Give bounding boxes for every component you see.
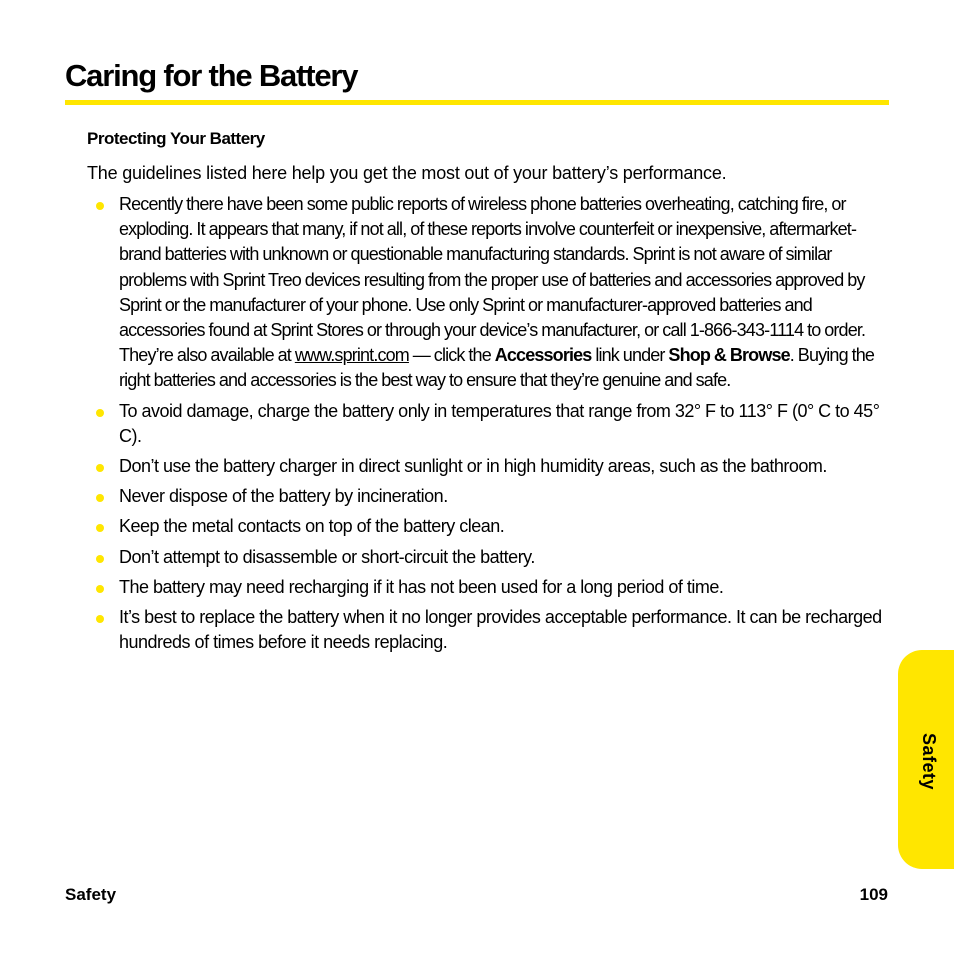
bullet-text: Don’t attempt to disassemble or short-circuit the battery. [119,546,535,567]
bullet-text: Never dispose of the battery by incineration. [119,486,448,507]
phone-number: 1-866-343-1114 [689,320,804,341]
bullet-dot-icon [96,524,104,532]
list-item [87,605,887,655]
bullet-text: To avoid damage, charge the battery only in temperatures that range from 32° F to 113° F (0° C to 45° C). [119,400,880,446]
list-item [87,454,887,479]
bullet-list [87,192,887,660]
footer-page-number: 109 [859,885,888,904]
list-item [87,484,887,509]
bullet-dot-icon [96,555,104,563]
bullet-text: link under [591,345,669,366]
list-item [87,399,887,449]
bullet-text: Don’t use the battery charger in direct sunlight or in high humidity areas, such as the bathroom. [119,456,827,477]
list-item [87,514,887,539]
bullet-dot-icon [96,585,104,593]
bullet-text: — click the [408,345,495,366]
side-tab-label: Safety [919,733,939,791]
bullet-dot-icon [96,494,104,502]
bullet-text: . Buying the right batteries and accessories is the best way to ensure that they’re genuine and safe. [119,345,875,391]
list-item [87,575,887,600]
list-item [87,545,887,570]
bullet-dot-icon [96,615,104,623]
page-title: Caring for the Battery [65,58,358,93]
bullet-text: It’s best to replace the battery when it no longer provides acceptable performance. It can be recharged hundreds of times before it needs replacing. [119,607,882,653]
bullet-dot-icon [96,464,104,472]
section-heading: Protecting Your Battery [87,129,265,148]
list-item [87,192,887,394]
bullet-text: to order. They’re also available at [119,320,866,366]
bullet-text: Recently there have been some public reports of wireless phone batteries overheating, catching fire, or exploding. It appears that many, if not all, of these reports involve counterfeit or inexpensive, aftermarket-brand batteries with unknown or questionable manufacturing standards. Sprint is not aware of similar problems with Sprint Treo devices resulting from the proper use of batteries and accessories approved by Sprint or the manufacturer of your phone. Use only Sprint or manufacturer-approved batteries and accessories found at Sprint Stores or through your device’s manufacturer, or call [119,194,865,341]
shop-browse-label: Shop & Browse [668,345,790,366]
accessories-label: Accessories [494,345,592,366]
footer-section-name: Safety [65,885,117,904]
bullet-text: Keep the metal contacts on top of the battery clean. [119,516,505,537]
bullet-dot-icon [96,202,104,210]
bullet-text: The battery may need recharging if it has not been used for a long period of time. [119,576,724,597]
sprint-website-link[interactable]: www.sprint.com [294,345,409,366]
intro-paragraph: The guidelines listed here help you get the most out of your battery’s performance. [87,163,727,183]
bullet-dot-icon [96,409,104,417]
title-rule [65,100,889,105]
